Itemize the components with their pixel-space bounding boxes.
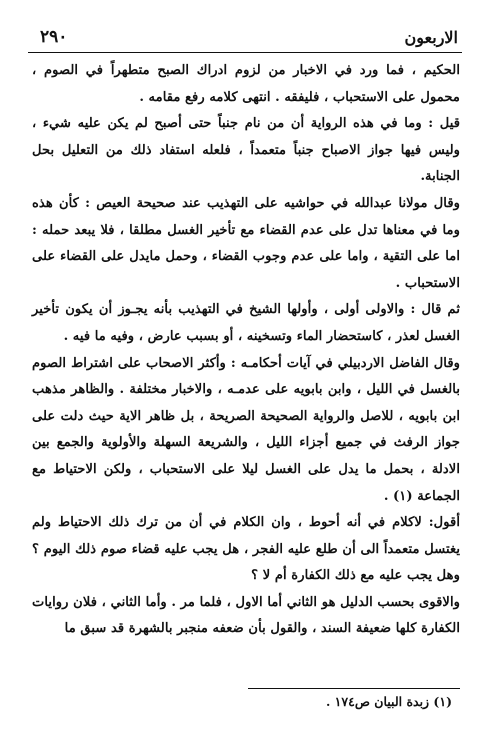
footnote: (١) زبدة البيان ص١٧٤ . [325,694,452,709]
paragraph-3: وقال مولانا عبدالله في حواشيه على التهذيب عند صحيحة العيص : كأن هذه وما في معناها تدل على عدم القضاء مع تأخير الغسل مطلقا ، فلا يبعد حمله : اما على التقية ، واما على عدم وجوب القضاء ، وحمل مايدل على القضاء على الاستحباب . [32,195,460,291]
paragraph-1: الحكيم ، فما ورد في الاخبار من لزوم ادراك الصبح متطهراً في الصوم ، محمول على الاستحباب ، فليفقه . انتهى كلامه رفع مقامه . [32,63,460,105]
paragraph-6: أقول: لاكلام في أنه أحوط ، وان الكلام في أن من ترك ذلك الاحتياط ولم يغتسل متعمداً الى أن طلع عليه الفجر ، هل يجب عليه قضاء صوم ذلك اليوم ؟ وهل يجب عليه مع ذلك الكفارة أم لا ؟ [32,515,460,584]
page-header [40,24,458,50]
header-rule [28,52,462,53]
paragraph-5: وقال الفاضل الاردبيلي في آيات أحكامـه : وأكثر الاصحاب على اشتراط الصوم بالغسل في الليل ، وابن بابويه على عدمـه ، والاخبار مختلفة . والظاهر مذهب ابن بابويه ، للاصل والرواية الصحيحة الصريحة ، بل ظاهر الاية حيث دلت على جواز الرفث في جميع أجزاء الليل ، والشريعة السهلة والأولوية والجمع بين الادلة ، بحمل ما يدل على الغسل ليلا على الاستحباب ، ولكن الاحتياط مع الجماعة (١) . [32,355,460,504]
page-number: ٢٩٠ [40,27,68,47]
footnote-rule [248,688,460,689]
paragraph-4: ثم قال : والاولى أولى ، وأولها الشيخ في التهذيب بأنه يجـوز أن يكون تأخير الغسل لعذر ، كاستحضار الماء وتسخينه ، أو بسبب عارض ، وفيه ما فيه . [32,302,460,344]
paragraph-7: والاقوى بحسب الدليل هو الثاني أما الاول ، فلما مر . وأما الثاني ، فلان روايات الكفارة كلها ضعيفة السند ، والقول بأن ضعفه منجبر بالشهرة قد سبق ما [32,594,460,637]
paragraph-2: قيل : وما في هذه الرواية أن من نام جنباً حتى أصبح لم يكن عليه شيء ، وليس فيها جواز الاصباح جنباً متعمداً ، فلعله استفاد ذلك من التعليل بحل الجنابة. [32,116,460,185]
page-body [32,58,460,643]
running-title: الاربعون [404,27,458,47]
